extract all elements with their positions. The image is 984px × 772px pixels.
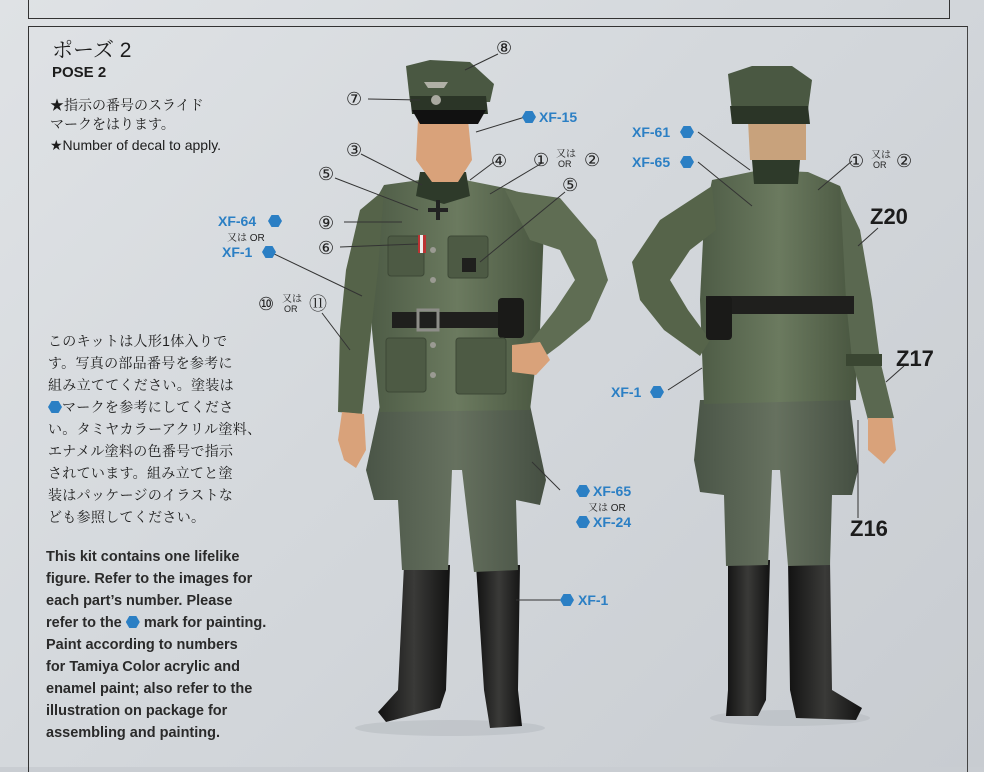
desc-jp-line: 組み立ててください。塗装は xyxy=(48,377,234,393)
paint-hex-icon xyxy=(576,516,590,528)
or-jp: 又は xyxy=(282,294,302,305)
desc-jp-line: ども参照してください。 xyxy=(48,509,206,525)
paint-hex-icon xyxy=(262,246,276,258)
desc-en-line: refer to the mark for painting. xyxy=(46,615,267,631)
decal-number: ⑨ xyxy=(318,213,335,233)
paint-code: XF-65 xyxy=(593,483,632,499)
or-en: OR xyxy=(284,304,298,314)
decal-number: ② xyxy=(896,151,913,171)
desc-en-line: figure. Refer to the images for xyxy=(46,571,253,587)
desc-en-line: This kit contains one lifelike xyxy=(46,549,240,565)
part-number: Z16 xyxy=(850,516,888,541)
decal-number: ⑤ xyxy=(318,164,335,184)
decal-note-jp-2: マークをはります。 xyxy=(50,116,175,132)
decal-note-jp-1: ★指示の番号のスライド xyxy=(50,97,204,113)
or-jp: 又は xyxy=(556,149,576,160)
desc-jp-line: エナメル塗料の色番号で指示 xyxy=(48,443,234,459)
paint-hex-icon xyxy=(680,126,694,138)
desc-jp-line: い。タミヤカラーアクリル塗料、 xyxy=(48,421,262,437)
or-en: OR xyxy=(873,160,887,170)
or-stack: 又は OR xyxy=(227,233,265,244)
desc-jp-line: マークを参考にしてくださ xyxy=(48,396,293,418)
desc-jp-line: す。写真の部品番号を参考に xyxy=(48,355,233,371)
decal-number: ⑪ xyxy=(309,294,327,314)
paint-code: XF-15 xyxy=(539,109,578,125)
decal-number: ② xyxy=(584,150,601,170)
paint-hex-icon xyxy=(650,386,664,398)
decal-number: ③ xyxy=(346,140,363,160)
paint-code: XF-1 xyxy=(222,244,253,260)
decal-number: ⑤ xyxy=(562,175,579,195)
paint-code: XF-1 xyxy=(578,592,609,608)
desc-en-line: each part’s number. Please xyxy=(46,593,233,609)
pose-title-jp: ポーズ 2 xyxy=(52,39,132,62)
decal-number: ① xyxy=(533,150,550,170)
desc-en-line: Paint according to numbers xyxy=(46,637,238,653)
paint-hex-icon xyxy=(576,485,590,497)
desc-jp-line: 装はパッケージのイラストな xyxy=(48,487,234,503)
decal-number: ④ xyxy=(491,151,508,171)
decal-note-en: ★Number of decal to apply. xyxy=(50,137,222,153)
paint-code: XF-65 xyxy=(632,154,671,170)
paint-hex-icon xyxy=(560,594,574,606)
part-number: Z20 xyxy=(870,204,908,229)
paint-code: XF-64 xyxy=(218,213,257,229)
paint-code: XF-1 xyxy=(611,384,642,400)
part-number: Z17 xyxy=(896,346,934,371)
decal-number: ⑦ xyxy=(346,89,363,109)
desc-jp-line: されています。組み立てと塗 xyxy=(48,465,233,481)
pose-title-en: POSE 2 xyxy=(52,64,107,81)
decal-number: ⑥ xyxy=(318,238,335,258)
desc-en-line: for Tamiya Color acrylic and xyxy=(46,659,240,675)
paint-hex-icon xyxy=(680,156,694,168)
paint-code: XF-61 xyxy=(632,124,671,140)
desc-en-line: assembling and painting. xyxy=(46,725,221,741)
decal-number: ⑧ xyxy=(496,38,513,58)
decal-number: ① xyxy=(848,151,865,171)
desc-jp-line: このキットは人形1体入りで xyxy=(48,333,228,349)
paint-hex-icon xyxy=(522,111,536,123)
desc-en-line: enamel paint; also refer to the xyxy=(46,681,253,697)
or-stack: 又は OR xyxy=(588,503,626,514)
paint-code: XF-24 xyxy=(593,514,632,530)
desc-en-line: illustration on package for xyxy=(46,703,228,719)
or-en: OR xyxy=(558,159,572,169)
paint-hex-icon xyxy=(268,215,282,227)
or-jp: 又は xyxy=(871,150,891,161)
decal-number: ⑩ xyxy=(258,294,275,314)
